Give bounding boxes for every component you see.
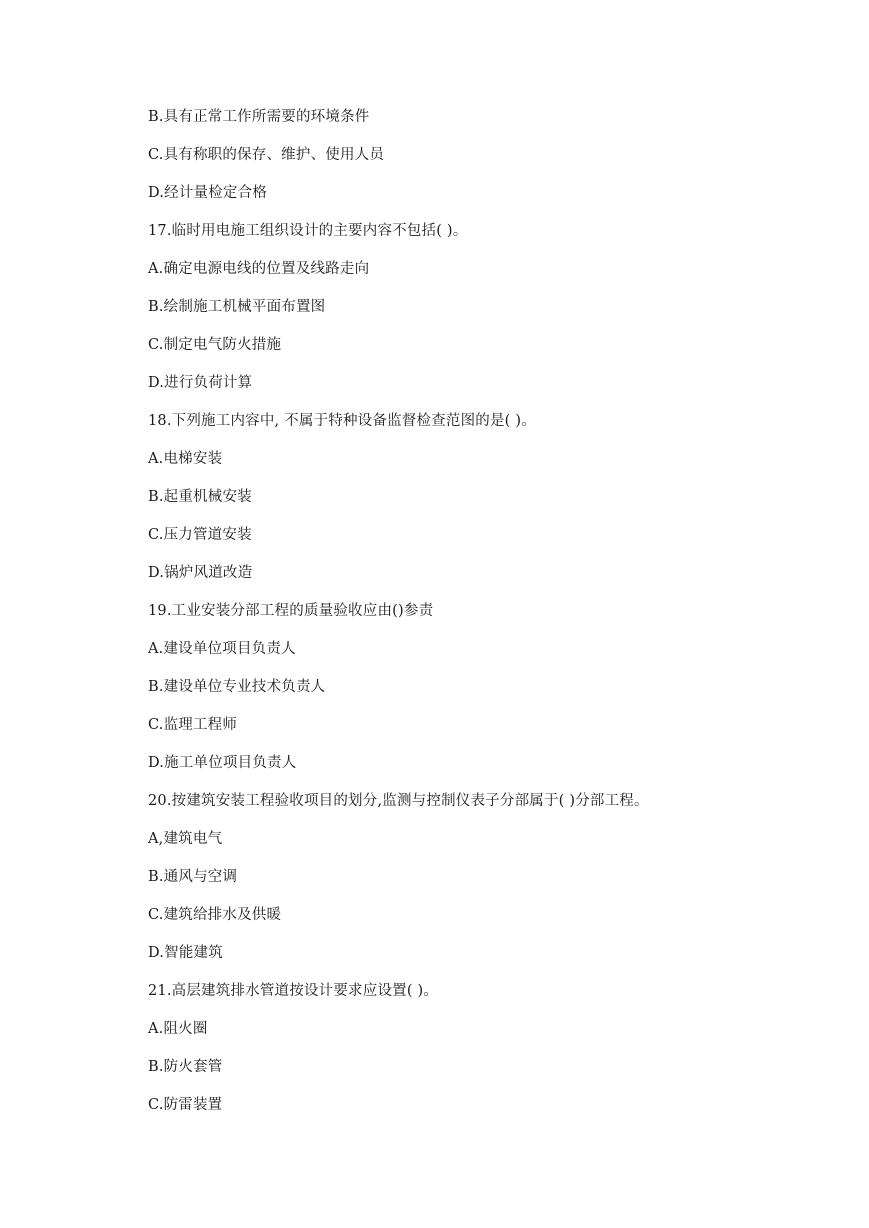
option-16-c: C.具有称职的保存、维护、使用人员 [148,147,385,163]
option-19-b: B.建设单位专业技术负责人 [148,679,326,695]
option-17-c: C.制定电气防火措施 [148,337,282,353]
option-16-b: B.具有正常工作所需要的环境条件 [148,109,370,125]
option-21-a: A.阻火圈 [148,1021,208,1037]
option-21-c: C.防雷装置 [148,1097,223,1113]
option-20-c: C.建筑给排水及供暖 [148,907,282,923]
question-18: 18.下列施工内容中, 不属于特种设备监督检查范图的是( )。 [148,413,536,429]
option-21-b: B.防火套管 [148,1059,223,1075]
option-18-c: C.压力管道安装 [148,527,252,543]
option-18-b: B.起重机械安装 [148,489,252,505]
text-body [148,106,649,1132]
option-17-a: A.确定电源电线的位置及线路走向 [148,261,370,277]
option-20-d: D.智能建筑 [148,945,223,961]
option-20-b: B.通风与空调 [148,869,238,885]
option-18-d: D.锅炉风道改造 [148,565,253,581]
option-17-b: B.绘制施工机械平面布置图 [148,299,326,315]
option-17-d: D.进行负荷计算 [148,375,253,391]
option-18-a: A.电梯安装 [148,451,223,467]
question-19: 19.工业安装分部工程的质量验收应由()参责 [148,603,434,619]
question-17: 17.临时用电施工组织设计的主要内容不包括( )。 [148,223,468,239]
option-19-c: C.监理工程师 [148,717,238,733]
option-20-a: A,建筑电气 [148,831,223,847]
question-21: 21.高层建筑排水管道按设计要求应设置( )。 [148,983,439,999]
option-19-a: A.建设单位项目负责人 [148,641,296,657]
option-19-d: D.施工单位项目负责人 [148,755,297,771]
question-20: 20.按建筑安装工程验收项目的划分,监测与控制仪表子分部属于( )分部工程。 [148,793,649,809]
option-16-d: D.经计量检定合格 [148,185,268,201]
